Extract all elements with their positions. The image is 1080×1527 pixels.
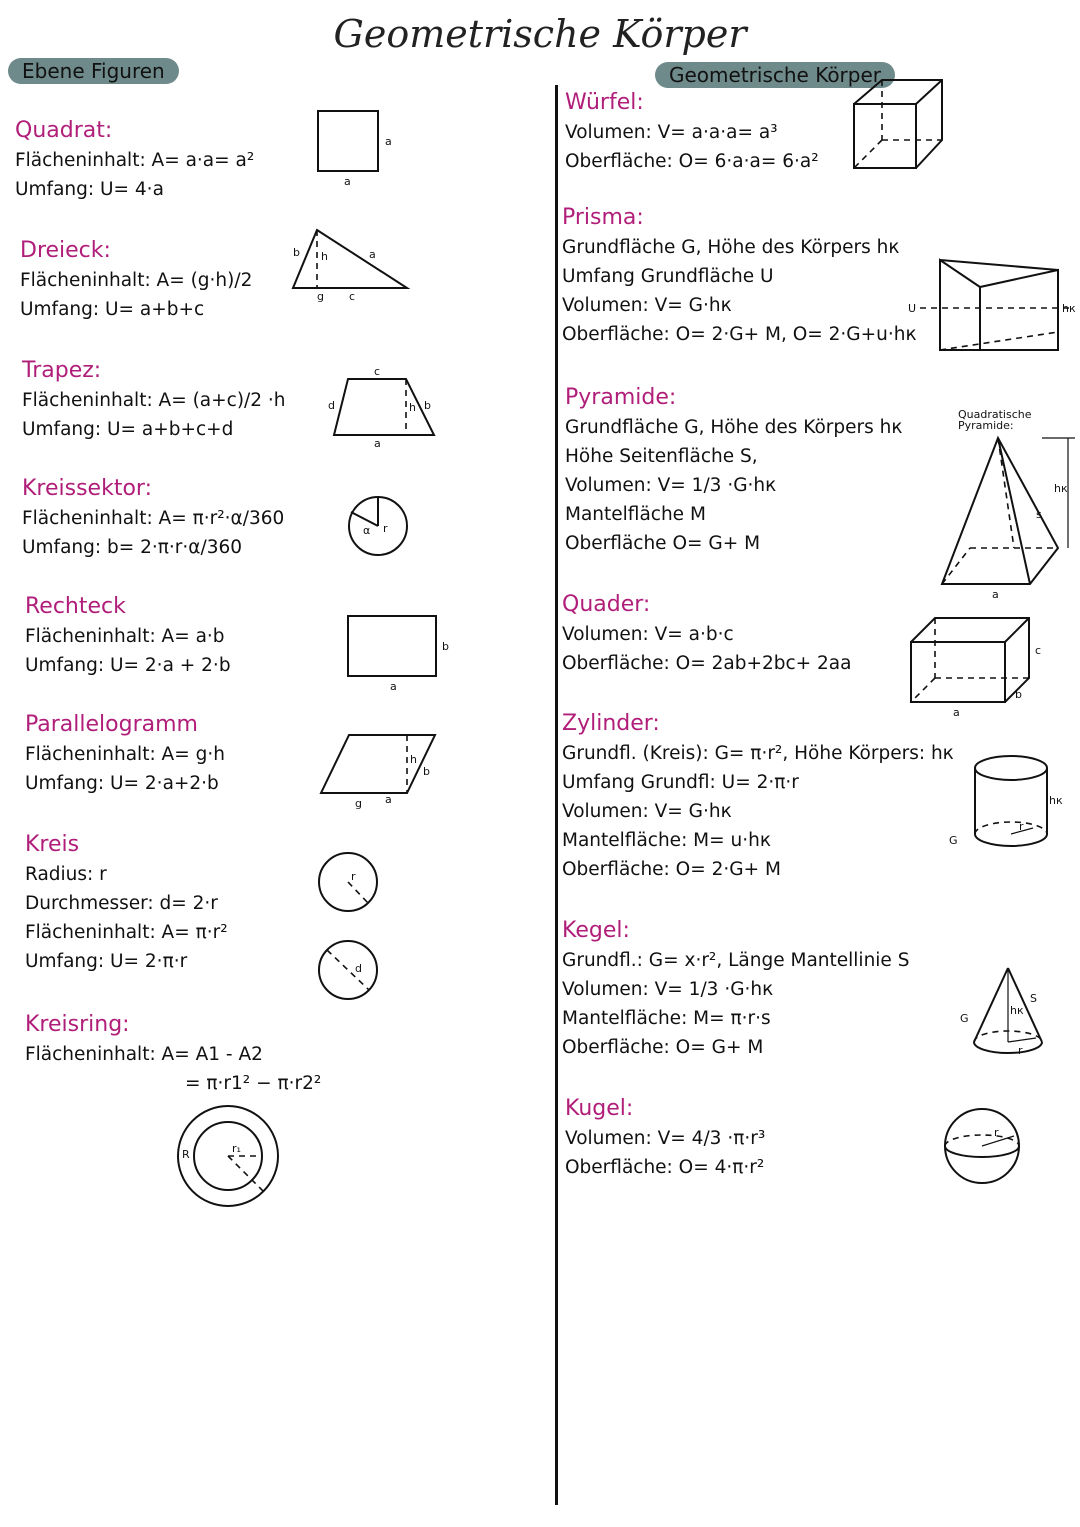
heading-kreissektor: Kreissektor: — [22, 476, 152, 501]
hidden-edge — [854, 140, 882, 168]
formula-line: Umfang: U= 2·a+2·b — [25, 773, 219, 794]
section-quader — [562, 592, 851, 678]
section-zylinder — [562, 711, 954, 884]
heading-wuerfel: Würfel: — [565, 90, 644, 115]
label-h: h — [409, 401, 416, 414]
label-G: G — [949, 834, 958, 847]
section-badge-geometrische-koerper: Geometrische Körper — [655, 62, 895, 88]
circle-radius-figure — [315, 850, 385, 914]
label-b: b — [424, 399, 431, 412]
cuboid-front — [911, 642, 1005, 702]
heading-kreisring: Kreisring: — [25, 1012, 130, 1037]
label-r: r — [1018, 1044, 1023, 1057]
cone-base — [974, 1042, 1042, 1053]
heading-prisma: Prisma: — [562, 205, 644, 230]
formula-line: = π·r1² − π·r2² — [185, 1073, 322, 1094]
prism-outline — [940, 260, 1058, 350]
column-divider — [555, 85, 558, 1505]
label-R: R — [182, 1148, 190, 1161]
label-c: c — [374, 365, 381, 378]
outer-radius-line — [228, 1156, 264, 1192]
formula-line: Umfang: U= 2·π·r — [25, 951, 188, 972]
section-kreisring — [25, 1012, 321, 1098]
label-a: a — [953, 706, 960, 719]
label-S: S — [1030, 992, 1037, 1005]
label-c: c — [349, 290, 356, 303]
label-c: c — [1035, 644, 1042, 657]
formula-line: Flächeninhalt: A= (g·h)/2 — [20, 270, 253, 291]
sphere-equator-hidden — [945, 1135, 1019, 1146]
cube-figure — [848, 76, 948, 176]
label-s: s — [1036, 508, 1042, 521]
label-g: g — [355, 797, 362, 810]
cylinder-top — [975, 756, 1047, 780]
formula-line: Volumen: V= G·hк — [562, 295, 732, 316]
section-prisma — [562, 205, 917, 349]
heading-parallelogramm: Parallelogramm — [25, 712, 198, 737]
formula-line: Oberfläche O= G+ M — [565, 533, 761, 554]
cone-figure — [958, 962, 1058, 1062]
formula-line: Volumen: V= 1/3 ·G·hк — [562, 979, 774, 1000]
label-a: a — [374, 437, 381, 450]
formula-line: Flächeninhalt: A= π·r² — [25, 922, 228, 943]
formula-line: Radius: r — [25, 864, 107, 885]
label-U: U — [908, 302, 917, 315]
heading-rechteck: Rechteck — [25, 594, 126, 619]
formula-line: Grundfläche G, Höhe des Körpers hк — [565, 417, 903, 438]
formula-line: Flächeninhalt: A= (a+c)/2 ·h — [22, 390, 286, 411]
section-quadrat — [15, 118, 254, 204]
formula-line: Mantelfläche M — [565, 504, 706, 525]
formula-line: Oberfläche: O= 2·G+ M, O= 2·G+u·hк — [562, 324, 917, 345]
formula-line: Mantelfläche: M= π·r·s — [562, 1008, 771, 1029]
label-a: a — [369, 248, 376, 261]
label-d: d — [355, 962, 362, 975]
rectangle-shape — [348, 616, 436, 676]
label-r: r — [383, 522, 388, 535]
formula-line: Umfang: U= 4·a — [15, 179, 164, 200]
sphere-figure — [942, 1106, 1024, 1186]
formula-line: Flächeninhalt: A= π·r²·α/360 — [22, 508, 285, 529]
hidden-edge — [942, 548, 970, 584]
prism-figure — [900, 252, 1080, 357]
square-pyramid-figure — [930, 408, 1075, 601]
section-trapez — [22, 358, 286, 444]
label-b: b — [442, 640, 449, 653]
heading-quadrat: Quadrat: — [15, 118, 113, 143]
formula-line: Umfang Grundfläche U — [562, 266, 774, 287]
formula-line: Umfang: U= 2·a + 2·b — [25, 655, 231, 676]
parallelogram-figure — [315, 725, 445, 815]
formula-line: Umfang: b= 2·π·r·α/360 — [22, 537, 243, 558]
cuboid-figure — [905, 612, 1055, 717]
section-dreieck — [20, 238, 252, 324]
radius-line — [1008, 1038, 1036, 1042]
section-parallelogramm — [25, 712, 225, 798]
label-r: r — [994, 1126, 999, 1139]
formula-line: Grundfläche G, Höhe des Körpers hк — [562, 237, 900, 258]
hidden-edge — [911, 678, 935, 702]
section-kreis — [25, 832, 228, 976]
section-kegel — [562, 918, 909, 1062]
cuboid-edge — [1005, 618, 1029, 642]
formula-line: Mantelfläche: M= u·hк — [562, 830, 772, 851]
square-figure — [310, 105, 410, 188]
formula-line: Volumen: V= 1/3 ·G·hк — [565, 475, 777, 496]
label-h: h — [321, 250, 328, 263]
label-a: a — [390, 680, 397, 693]
formula-line: Volumen: V= a·a·a= a³ — [565, 122, 778, 143]
circle-diameter-figure — [315, 938, 385, 1002]
section-kreissektor — [22, 476, 284, 562]
cuboid-back-edges — [911, 618, 1029, 702]
section-badge-ebene-figuren: Ebene Figuren — [8, 58, 179, 84]
heading-kugel: Kugel: — [565, 1096, 634, 1121]
formula-line: Volumen: V= G·hк — [562, 801, 732, 822]
section-kugel — [565, 1096, 765, 1182]
square-shape — [318, 111, 378, 171]
formula-line: Flächeninhalt: A= A1 - A2 — [25, 1044, 263, 1065]
cylinder-bottom — [975, 834, 1047, 846]
cylinder-hidden — [975, 822, 1047, 834]
heading-pyramide: Pyramide: — [565, 385, 677, 410]
label-hk: hк — [1054, 482, 1068, 495]
cone-side — [974, 968, 1008, 1042]
annulus-figure — [172, 1108, 284, 1208]
diameter-line — [327, 950, 369, 990]
formula-line: Höhe Seitenfläche S, — [565, 446, 758, 467]
formula-line: Volumen: V= 4/3 ·π·r³ — [565, 1128, 766, 1149]
formula-line: Flächeninhalt: A= a·a= a² — [15, 150, 255, 171]
formula-line: Oberfläche: O= 2ab+2bc+ 2aa — [562, 653, 852, 674]
trapezoid-shape — [334, 379, 434, 435]
label-r: r — [1019, 820, 1024, 833]
heading-zylinder: Zylinder: — [562, 711, 660, 736]
label-h: h — [410, 753, 417, 766]
parallelogram-shape — [321, 735, 435, 793]
formula-line: Flächeninhalt: A= g·h — [25, 744, 225, 765]
label-a: a — [385, 135, 392, 148]
section-wuerfel — [565, 90, 819, 176]
formula-line: Durchmesser: d= 2·r — [25, 893, 218, 914]
label-r: r — [351, 870, 356, 883]
formula-line: Grundfl. (Kreis): G= π·r², Höhe Körpers: hк — [562, 743, 954, 764]
label-d: d — [328, 399, 335, 412]
pyramid-caption: Quadratische — [958, 408, 1032, 421]
label-b: b — [293, 246, 300, 259]
formula-line: Flächeninhalt: A= a·b — [25, 626, 225, 647]
heading-kegel: Kegel: — [562, 918, 630, 943]
prism-edge — [940, 260, 1058, 270]
heading-trapez: Trapez: — [22, 358, 102, 383]
formula-line: Volumen: V= a·b·c — [562, 624, 734, 645]
label-alpha: α — [363, 524, 371, 537]
section-pyramide — [565, 385, 903, 558]
cube-edge — [916, 80, 942, 104]
label-g: g — [317, 290, 324, 303]
formula-line: Grundfl.: G= x·r², Länge Mantellinie S — [562, 950, 910, 971]
label-a: a — [385, 793, 392, 806]
formula-line: Umfang: U= a+b+c — [20, 299, 205, 320]
formula-line: Oberfläche: O= G+ M — [562, 1037, 764, 1058]
label-a: a — [344, 175, 351, 188]
label-r1: r₁ — [232, 1142, 241, 1155]
label-b: b — [1015, 688, 1022, 701]
pyramid-edge — [998, 438, 1030, 584]
sphere-equator — [945, 1146, 1019, 1157]
label-hk: hк — [1049, 794, 1063, 807]
label-b: b — [423, 765, 430, 778]
heading-kreis: Kreis — [25, 832, 80, 857]
trapezoid-figure — [322, 365, 442, 450]
formula-line: Oberfläche: O= 2·G+ M — [562, 859, 781, 880]
triangle-shape — [293, 230, 407, 288]
formula-line: Oberfläche: O= 4·π·r² — [565, 1157, 765, 1178]
rectangle-figure — [340, 608, 460, 693]
label-hk: hк — [1062, 302, 1076, 315]
label-hk: hк — [1010, 1004, 1024, 1017]
label-a: a — [992, 588, 999, 601]
radius-line — [348, 882, 369, 904]
circle-sector-figure — [345, 494, 415, 558]
heading-quader: Quader: — [562, 592, 651, 617]
formula-line: Umfang Grundfl: U= 2·π·r — [562, 772, 799, 793]
page-title: Geometrische Körper — [333, 12, 747, 56]
formula-line: Oberfläche: O= 6·a·a= 6·a² — [565, 151, 819, 172]
formula-line: Umfang: U= a+b+c+d — [22, 419, 234, 440]
heading-dreieck: Dreieck: — [20, 238, 111, 263]
cylinder-figure — [945, 748, 1075, 858]
label-G: G — [960, 1012, 969, 1025]
triangle-figure — [285, 222, 415, 302]
pyramid-caption: Pyramide: — [958, 419, 1014, 432]
section-rechteck — [25, 594, 231, 680]
hidden-edge — [940, 332, 1058, 350]
